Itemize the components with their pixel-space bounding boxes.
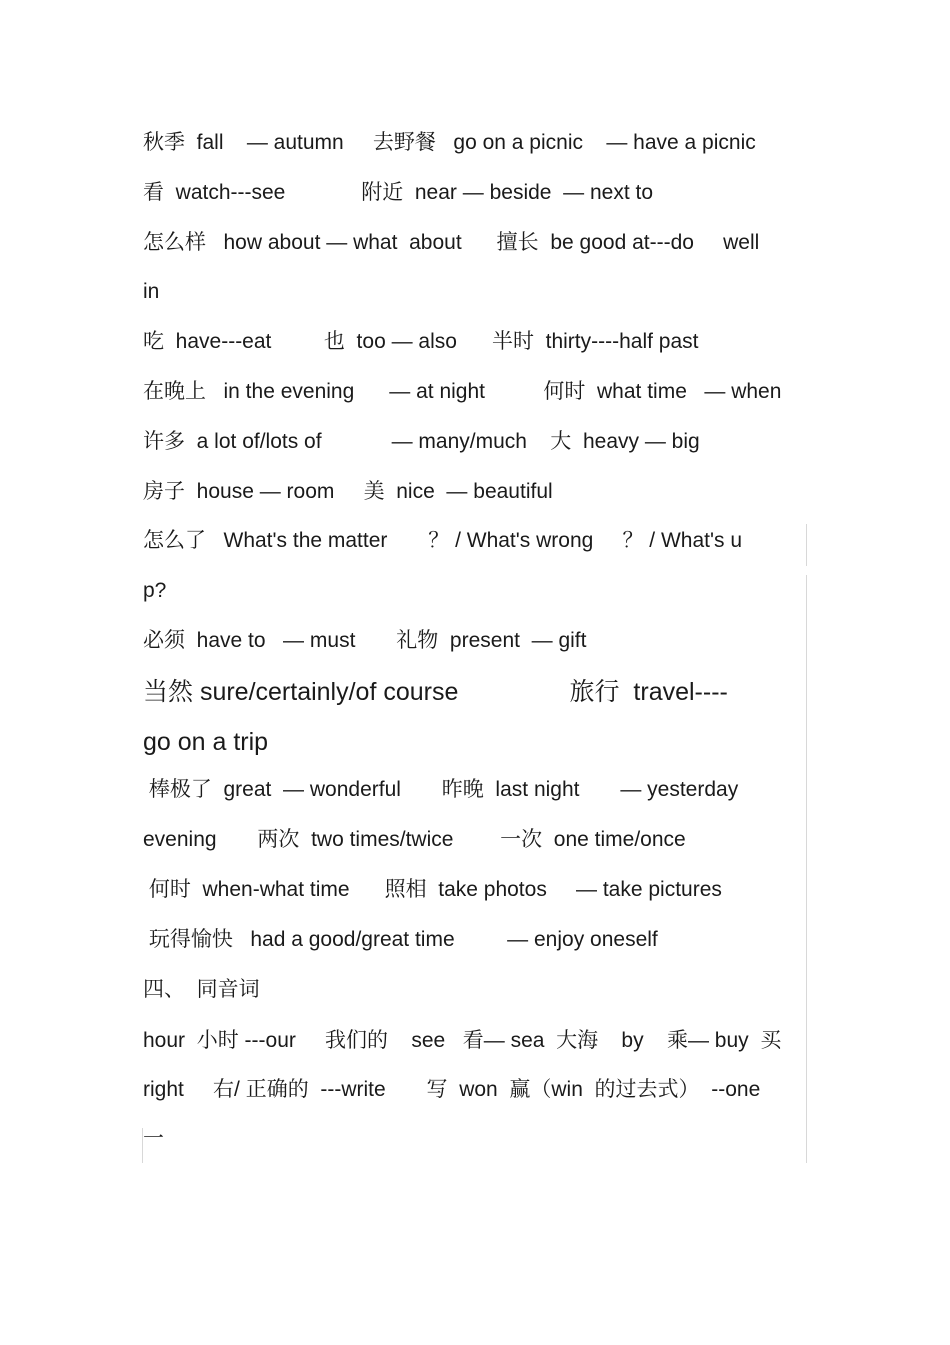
vocab-line-great: 棒极了 great — wonderful 昨晚 last night — yesterday [143, 778, 739, 801]
homophone-line-right: right 右/ 正确的 ---write 写 won 赢（win 的过去式） --one [143, 1078, 761, 1101]
vocab-line-matter: 怎么了 What's the matter ？ / What's wrong ？ / What's u [143, 529, 743, 552]
vocab-line-in: in [143, 280, 160, 303]
vocab-line-autumn: 秋季 fall — autumn 去野餐 go on a picnic — have a picnic [143, 131, 756, 154]
vocab-line-evening: 在晚上 in the evening — at night 何时 what time — when [143, 380, 782, 403]
vocab-line-trip: go on a trip [143, 728, 269, 756]
vocab-line-how-about: 怎么样 how about — what about 擅长 be good at---do well [143, 231, 760, 254]
homophone-line-hour: hour 小时 ---our 我们的 see 看— sea 大海 by 乘— buy 买 [143, 1029, 782, 1052]
right-column-border-lower [806, 575, 807, 1163]
right-column-border [806, 524, 807, 566]
vocab-line-good-time: 玩得愉快 had a good/great time — enjoy oneself [143, 928, 658, 951]
homophone-line-one: 一 [143, 1127, 164, 1150]
section-heading-homophones: 四、 同音词 [143, 978, 260, 1001]
vocab-line-eat: 吃 have---eat 也 too — also 半时 thirty----half past [143, 330, 699, 353]
vocab-line-photos: 何时 when-what time 照相 take photos — take pictures [143, 878, 722, 901]
vocab-line-house: 房子 house — room 美 nice — beautiful [143, 480, 553, 503]
vocab-line-many: 许多 a lot of/lots of — many/much 大 heavy — big [143, 430, 700, 453]
vocab-line-must: 必须 have to — must 礼物 present — gift [143, 629, 587, 652]
vocab-line-twice: evening 两次 two times/twice 一次 one time/once [143, 828, 686, 851]
vocab-line-sure: 当然 sure/certainly/of course 旅行 travel---- [143, 678, 728, 706]
vocab-line-see: 看 watch---see 附近 near — beside — next to [143, 181, 654, 204]
vocab-line-p: p? [143, 579, 167, 602]
